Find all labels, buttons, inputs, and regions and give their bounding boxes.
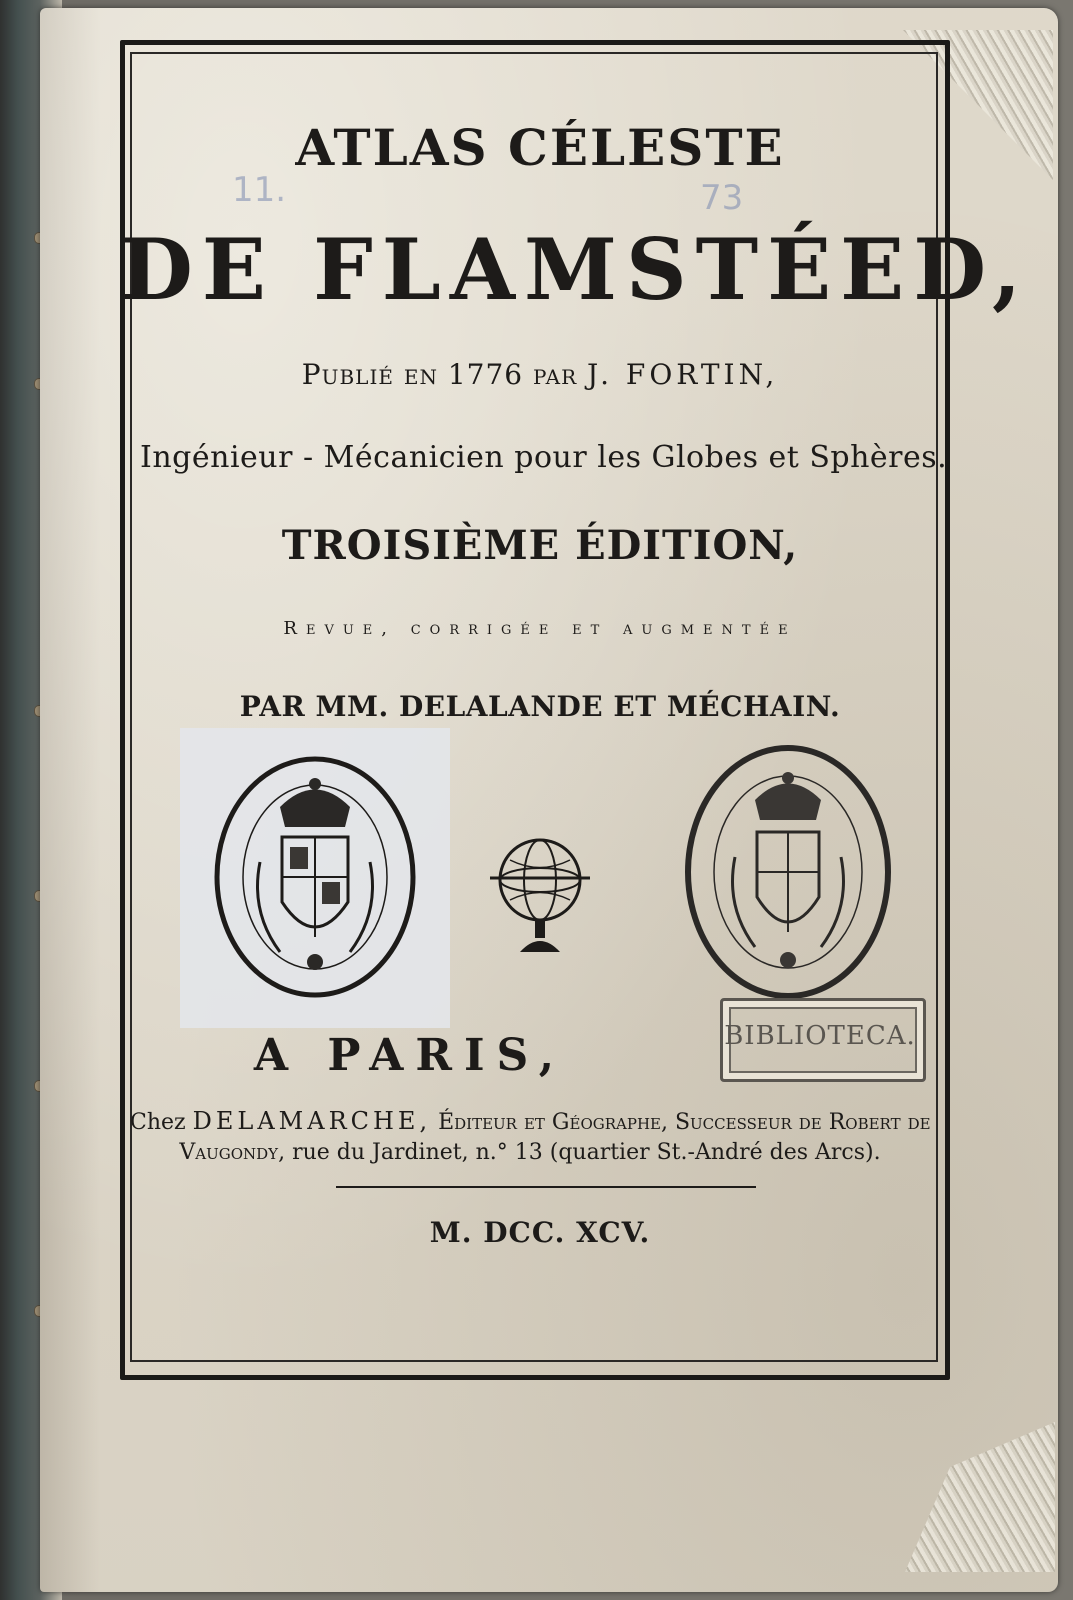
revisers-line: PAR MM. DELALANDE ET MÉCHAIN. (239, 690, 841, 723)
publisher-address: , rue du Jardinet, n.° 13 (quartier St.-André des Arcs). (278, 1140, 881, 1165)
publication-prefix: Publié en 1776 par (301, 358, 578, 391)
author-name: J. FORTIN, (587, 358, 779, 391)
book-title-subject: DE FLAMSTÉED, (120, 220, 1031, 319)
publisher-role: Éditeur et Géographe, Successeur de Robert de (438, 1110, 931, 1135)
imprint-city: A PARIS, (253, 1030, 567, 1081)
pencil-mark: 11. (232, 170, 287, 210)
library-stamp-icon (683, 742, 893, 1002)
armillary-globe-icon (485, 830, 595, 960)
publisher-address-line (140, 1140, 920, 1165)
book-title: ATLAS CÉLESTE (295, 118, 785, 177)
publication-line (140, 358, 940, 391)
publisher-prefix: Chez (130, 1110, 186, 1135)
biblioteca-stamp-text: BIBLIOTECA. (724, 1021, 916, 1051)
edition-heading: TROISIÈME ÉDITION, (281, 522, 799, 569)
pencil-mark: 73 (700, 178, 744, 218)
publisher-line (130, 1107, 930, 1135)
publication-year: M. DCC. XCV. (429, 1216, 651, 1249)
publisher-name: DELAMARCHE, (192, 1107, 432, 1135)
imprint-rule (336, 1186, 756, 1188)
library-seal-icon (210, 752, 420, 1002)
author-profession: Ingénieur - Mécanicien pour les Globes et Sphères. (140, 440, 948, 475)
revision-note: Revue, corrigée et augmentée (283, 618, 797, 639)
publisher-vaugondy: Vaugondy (179, 1140, 279, 1165)
